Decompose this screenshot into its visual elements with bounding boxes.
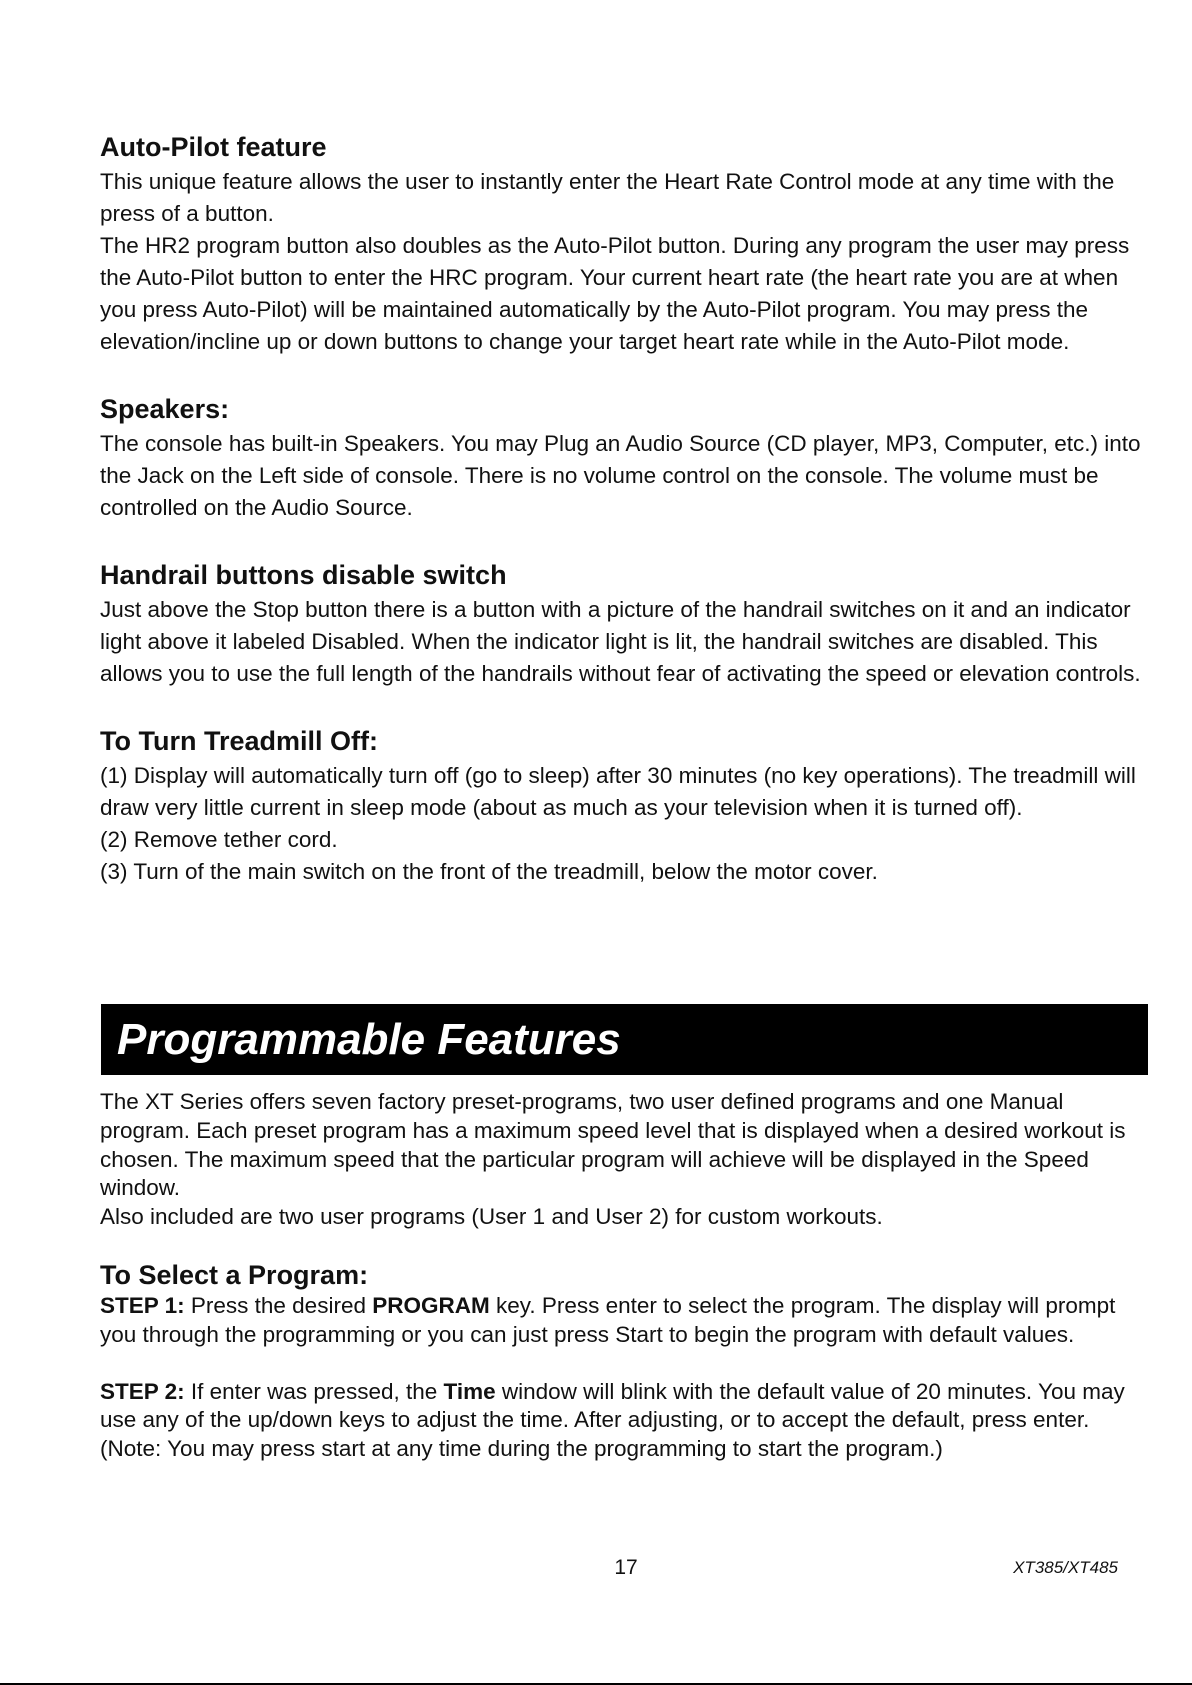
page-number: 17 [614, 1556, 638, 1579]
turnoff-step-2: (2) Remove tether cord. [100, 827, 338, 852]
programmable-content [100, 1088, 1150, 1464]
step-1-paragraph [100, 1292, 1150, 1350]
model-number: XT385/XT485 [1013, 1558, 1118, 1577]
step-2-label: STEP 2: [100, 1378, 185, 1404]
step-2-paragraph [100, 1378, 1150, 1464]
autopilot-section [100, 130, 1150, 358]
handrail-heading: Handrail buttons disable switch [100, 560, 507, 590]
step-2-text-b: window will blink with the default value of 20 minutes. You may use any of the up/down keys to adjust the time. After adjusting, or to accept the default, press enter. (Note: You may press start at any time during the programming to start the program.) [100, 1378, 1125, 1462]
turnoff-step-3: (3) Turn of the main switch on the front of the treadmill, below the motor cover. [100, 859, 878, 884]
banner-title: Programmable Features [117, 1014, 621, 1064]
programmable-paragraph-1: The XT Series offers seven factory preset-programs, two user defined programs and one Manual program. Each preset program has a maximum speed level that is displayed when a desired workout is chosen. The maximum speed that the particular program will achieve will be displayed in the Speed window. [100, 1089, 1126, 1201]
speakers-section [100, 392, 1150, 524]
speakers-heading: Speakers: [100, 394, 230, 424]
step-1-label: STEP 1: [100, 1292, 185, 1318]
speakers-paragraph: The console has built-in Speakers. You may Plug an Audio Source (CD player, MP3, Computer, etc.) into the Jack on the Left side of console. There is no volume control on the console. The volume must be controlled on the Audio Source. [100, 431, 1141, 520]
step-1-text-b: key. Press enter to select the program. The display will prompt you through the programming or you can just press Start to begin the program with default values. [100, 1292, 1116, 1347]
autopilot-paragraph-2: The HR2 program button also doubles as the Auto-Pilot button. During any program the user may press the Auto-Pilot button to enter the HRC program. Your current heart rate (the heart rate you are at when you press Auto-Pilot) will be maintained automatically by the Auto-Pilot program. You may press the elevation/incline up or down buttons to change your target heart rate while in the Auto-Pilot mode. [100, 233, 1130, 354]
turnoff-section [100, 724, 1150, 888]
handrail-paragraph: Just above the Stop button there is a button with a picture of the handrail switches on it and an indicator light above it labeled Disabled. When the indicator light is lit, the handrail switches are disabled. This allows you to use the full length of the handrails without fear of activating the speed or elevation controls. [100, 597, 1141, 686]
upper-content [100, 130, 1150, 888]
step-2-text-a: If enter was pressed, the [184, 1378, 444, 1404]
autopilot-paragraph-1: This unique feature allows the user to instantly enter the Heart Rate Control mode at any time with the press of a button. [100, 169, 1115, 226]
autopilot-heading: Auto-Pilot feature [100, 132, 327, 162]
handrail-section [100, 558, 1150, 690]
step-1-text-a: Press the desired [184, 1292, 373, 1318]
section-banner [101, 1004, 1148, 1075]
programmable-paragraph-2: Also included are two user programs (User 1 and User 2) for custom workouts. [100, 1204, 883, 1230]
step-1-program-key: PROGRAM [372, 1292, 490, 1318]
turnoff-heading: To Turn Treadmill Off: [100, 726, 378, 756]
step-2-time-window: Time [443, 1378, 496, 1404]
select-program-heading: To Select a Program: [100, 1259, 369, 1290]
turnoff-step-1: (1) Display will automatically turn off (go to sleep) after 30 minutes (no key operations). The treadmill will draw very little current in sleep mode (about as much as your television when it is turned off). [100, 763, 1136, 820]
